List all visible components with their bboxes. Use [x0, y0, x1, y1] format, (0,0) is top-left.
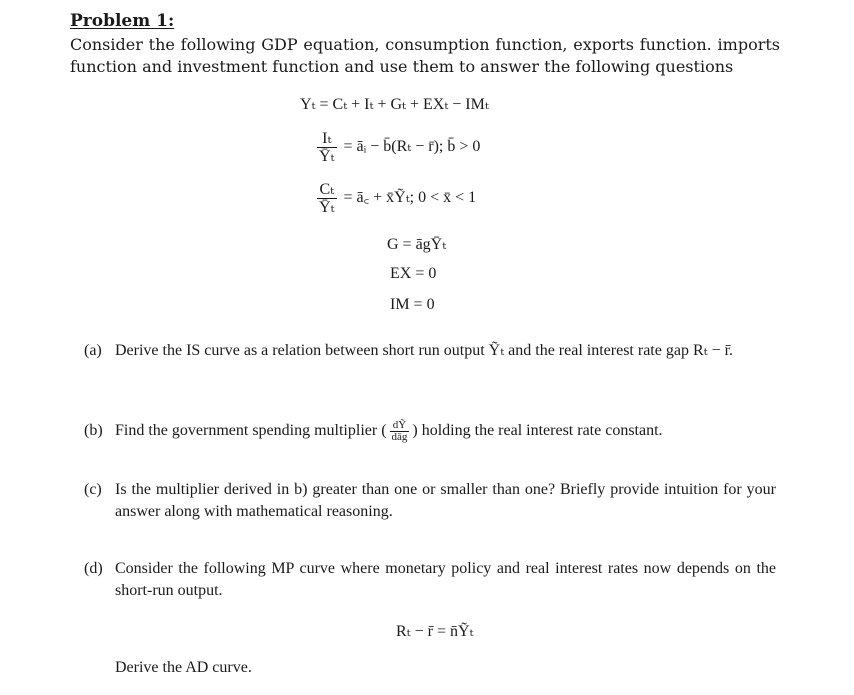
consumption-numerator: Cₜ: [317, 181, 337, 199]
consumption-fraction: [317, 181, 337, 216]
part-d-text: Consider the following MP curve where monetary policy and real interest rates now depends on the short-run output.: [115, 560, 776, 599]
part-d: [84, 558, 776, 602]
investment-denominator: Ȳₜ: [319, 148, 335, 165]
part-c-text: Is the multiplier derived in b) greater than one or smaller than one? Briefly provide intuition for your answer along with mathematical reasoning.: [115, 481, 776, 520]
consumption-denominator: Ȳₜ: [319, 199, 335, 216]
gdp-equation: Yₜ = Cₜ + Iₜ + Gₜ + EXₜ − IMₜ: [300, 96, 489, 113]
part-c: [84, 479, 776, 523]
investment-fraction: [317, 130, 337, 165]
investment-rhs: = āᵢ − b̄(Rₜ − r̄); b̄ > 0: [343, 138, 481, 156]
mp-curve-equation: Rₜ − r̄ = n̄Ỹₜ: [396, 623, 474, 640]
multiplier-denominator: dāg: [391, 431, 408, 443]
exports-function: EX = 0: [390, 265, 437, 282]
part-a-label: (a): [84, 342, 102, 359]
imports-function: IM = 0: [390, 296, 435, 313]
problem-title: Problem 1:: [70, 11, 175, 31]
part-c-label: (c): [84, 481, 102, 498]
investment-function: [314, 130, 480, 165]
problem-intro: Consider the following GDP equation, consumption function, exports function. imports function and investment function and use them to answer the following questions: [70, 35, 780, 76]
part-b-text-before: Find the government spending multiplier (: [115, 422, 387, 440]
multiplier-fraction: [390, 420, 410, 443]
part-b: [84, 420, 776, 443]
part-d-followup: Derive the AD curve.: [115, 659, 252, 676]
part-b-text: [115, 420, 776, 443]
government-function: G = āgȲₜ: [387, 236, 447, 253]
consumption-rhs: = ā꜀ + x̄Ỹₜ; 0 < x̄ < 1: [343, 189, 477, 207]
investment-numerator: Iₜ: [317, 130, 337, 148]
part-b-text-after: ) holding the real interest rate constant.: [412, 422, 663, 440]
part-b-label: (b): [84, 422, 103, 439]
part-a: [84, 340, 776, 362]
multiplier-numerator: dỸ: [390, 420, 410, 432]
part-a-text: Derive the IS curve as a relation between short run output Ỹₜ and the real interest rate gap Rₜ − r̄.: [115, 342, 734, 359]
consumption-function: [314, 181, 476, 216]
part-d-label: (d): [84, 560, 103, 577]
